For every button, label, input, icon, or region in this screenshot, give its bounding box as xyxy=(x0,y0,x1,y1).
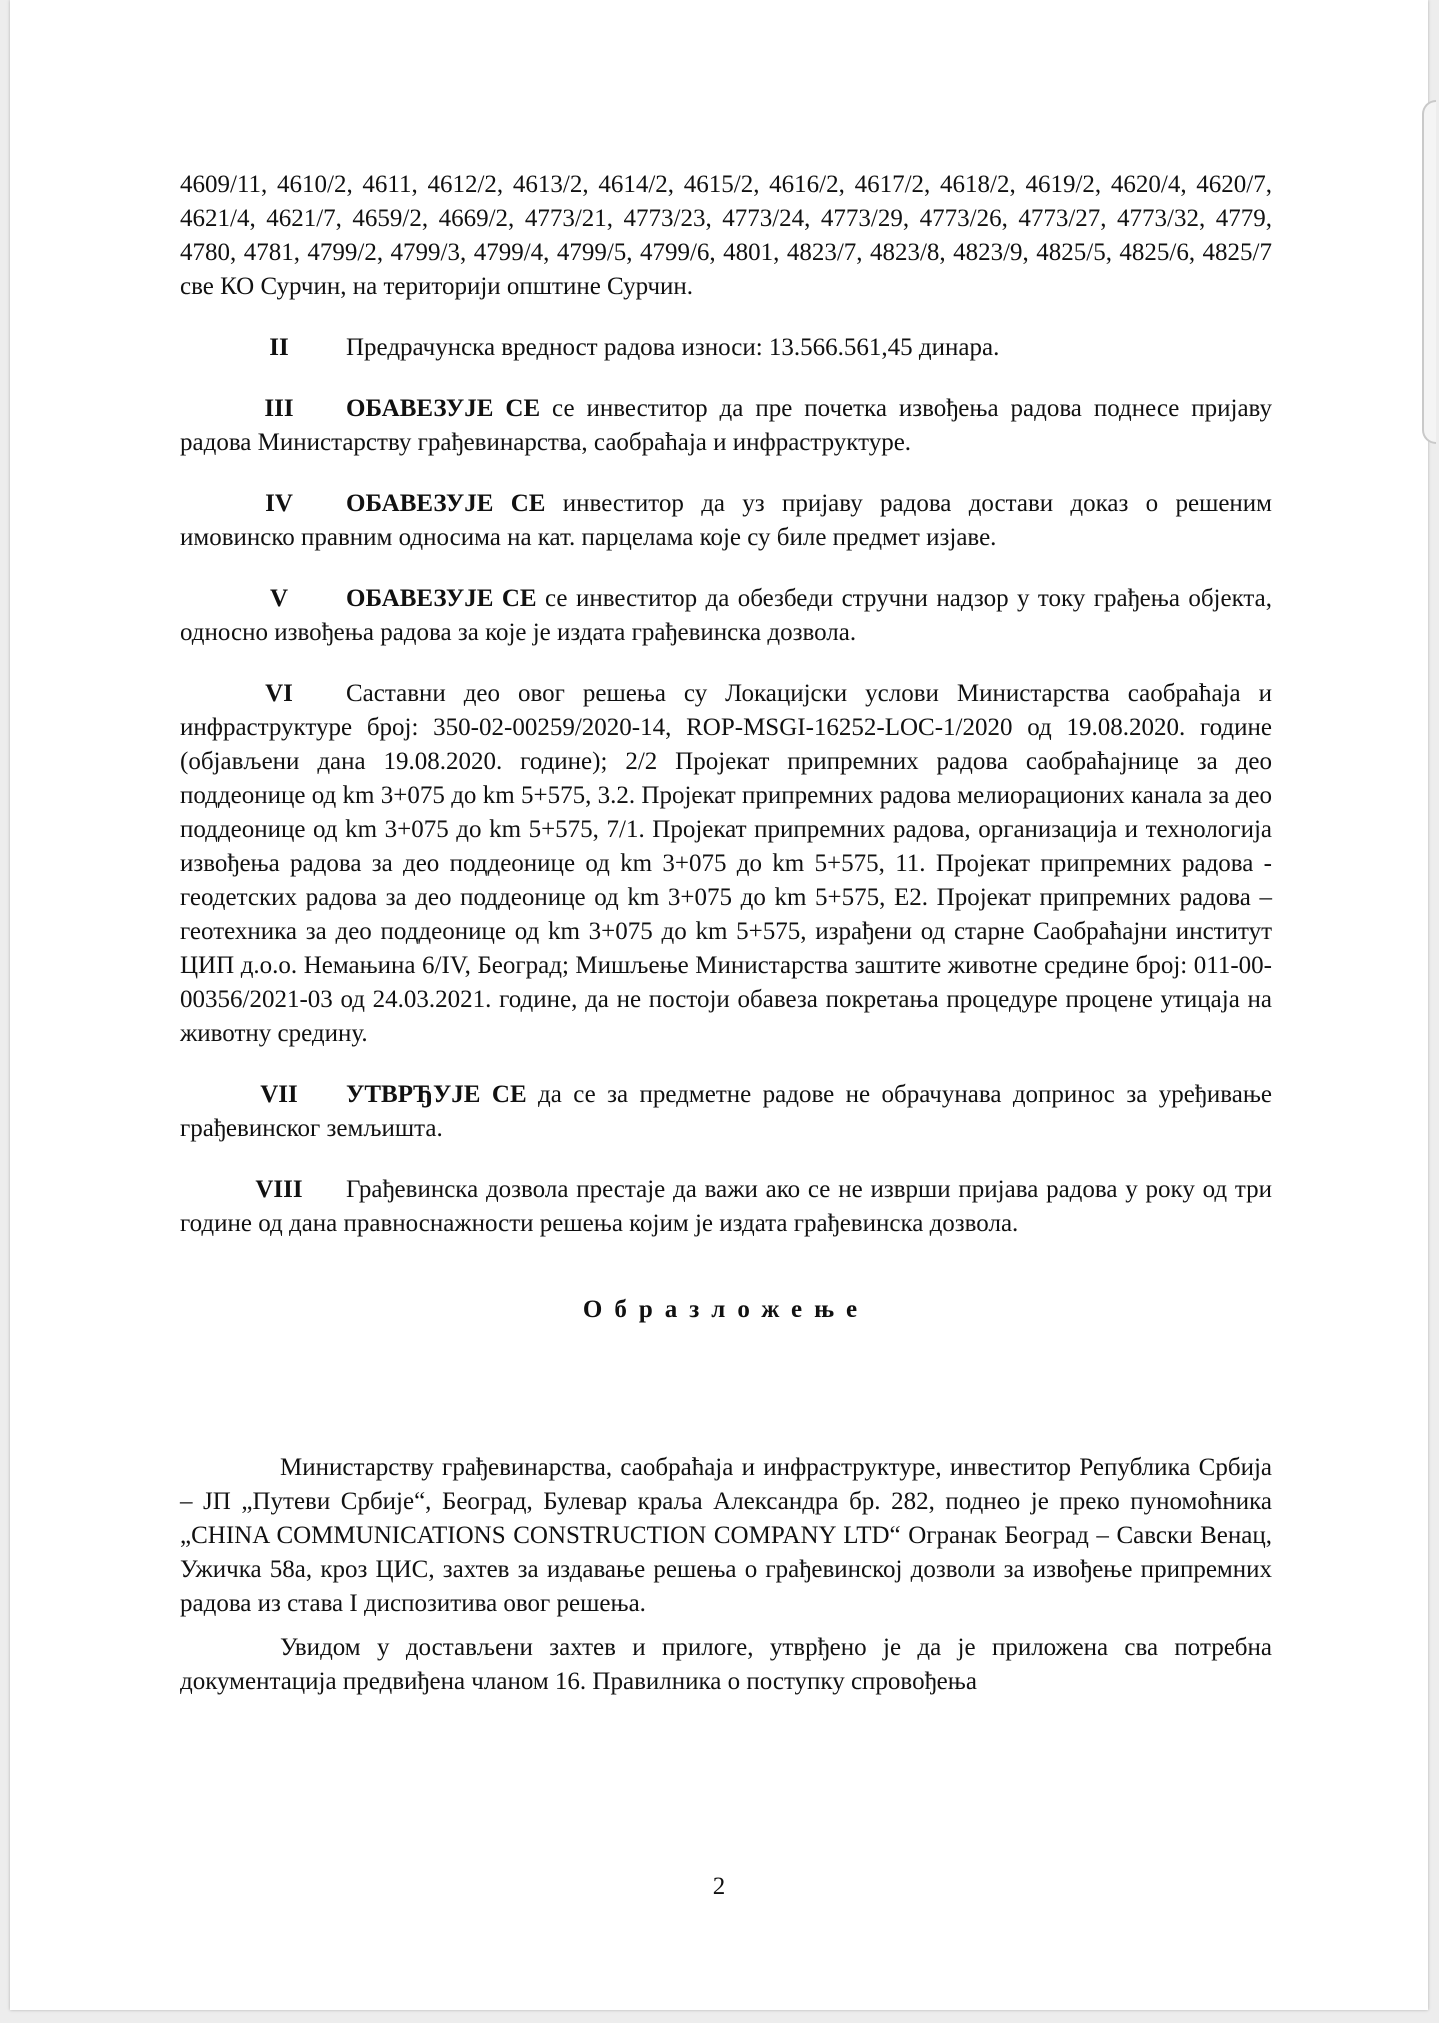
item-number: III xyxy=(264,395,294,422)
item-number: II xyxy=(269,334,289,361)
document-content xyxy=(180,168,1272,1709)
item-number: VIII xyxy=(255,1176,303,1203)
item-ii xyxy=(180,331,1272,365)
item-text: инвеститор да уз пријаву радова достави доказ о решеним имовинско правним односима на кат. парцелама које су биле предмет изјаве. xyxy=(180,490,1273,551)
item-keyword: УТВРЂУЈЕ СЕ xyxy=(346,1081,527,1108)
item-number: VII xyxy=(260,1081,298,1108)
body-paragraph: Увидом у достављени захтев и прилоге, утврђено је да је приложена сва потребна документација предвиђена чланом 16. Правилника о поступку спровођења xyxy=(180,1634,1272,1695)
item-vi xyxy=(180,677,1272,1051)
item-number: IV xyxy=(265,490,293,517)
item-keyword: ОБАВЕЗУЈЕ СЕ xyxy=(346,490,546,517)
item-keyword: ОБАВЕЗУЈЕ СЕ xyxy=(346,585,537,612)
paragraph-continuation: 4609/11, 4610/2, 4611, 4612/2, 4613/2, 4614/2, 4615/2, 4616/2, 4617/2, 4618/2, 4619/2, 4620/4, 4620/7, 4621/4, 4621/7, 4659/2, 4669/2, 4773/21, 4773/23, 4773/24, 4773/29, 4773/26, 4773/27, 4773/32, 4779, 4780, 4781, 4799/2, 4799/3, 4799/4, 4799/5, 4799/6, 4801, 4823/7, 4823/8, 4823/9, 4825/5, 4825/6, 4825/7 све КО Сурчин, на територији општине Сурчин. xyxy=(180,171,1272,300)
item-text: Саставни део овог решења су Локацијски услови Министарства саобраћаја и инфраструктуре број: 350-02-00259/2020-14, ROP-MSGI-16252-LOC-1/2020 од 19.08.2020. године (објављени дана 19.08.2020. године); 2/2 Пројекат припремних радова саобраћајнице за део поддеонице од km 3+075 до km 5+575, 3.2. Пројекат припремних радова мелиорационих канала за део поддеонице од km 3+075 до km 5+575, 7/1. Пројекат припремних радова, организација и технологија извођења радова за део поддеонице од km 3+075 до km 5+575, 11. Пројекат припремних радова - геодетских радова за део поддеонице од km 3+075 до km 5+575, Е2. Пројекат припремних радова – геотехника за део поддеонице од km 3+075 до km 5+575, израђени од старне Саобраћајни институт ЦИП д.о.о. Немањина 6/IV, Београд; Мишљење Министарства заштите животне средине број: 011-00-00356/2021-03 од 24.03.2021. године, да не постоји обавеза покретања процедуре процене утицаја на животну средину. xyxy=(180,680,1272,1047)
section-heading: Образложење xyxy=(582,1296,870,1323)
item-text: се инвеститор да обезбеди стручни надзор у току грађења објекта, односно извођења радова за које је издата грађевинска дозвола. xyxy=(180,585,1272,646)
item-iv xyxy=(180,487,1272,555)
item-iii xyxy=(180,392,1272,460)
body-paragraph: Министарству грађевинарства, саобраћаја и инфраструктуре, инвеститор Република Србија – ЈП „Путеви Србије“, Београд, Булевар краља Александра бр. 282, поднео је преко пуномоћника „CHINA COMMUNICATIONS CONSTRUCTION COMPANY LTD“ Огранак Београд – Савски Венац, Ужичка 58а, кроз ЦИС, захтев за издавање решења о грађевинској дозволи за извођење припремних радова из става I диспозитива овог решења. xyxy=(180,1454,1272,1617)
item-text: Предрачунска вредност радова износи: 13.566.561,45 динара. xyxy=(346,334,1000,361)
item-text: се инвеститор да пре почетка извођења радова поднесе пријаву радова Министарству грађевинарства, саобраћаја и инфраструктуре. xyxy=(180,395,1272,456)
document-page xyxy=(10,0,1428,2010)
item-viii xyxy=(180,1173,1272,1241)
item-keyword: ОБАВЕЗУЈЕ СЕ xyxy=(346,395,541,422)
item-number: VI xyxy=(265,680,293,707)
scroll-handle[interactable] xyxy=(1422,100,1436,444)
item-number: V xyxy=(269,585,289,612)
item-text: Грађевинска дозвола престаје да важи ако се не изврши пријава радова у року од три године од дана правноснажности решења којим је издата грађевинска дозвола. xyxy=(180,1176,1272,1237)
item-vii xyxy=(180,1078,1272,1146)
item-v xyxy=(180,582,1272,650)
page-number: 2 xyxy=(712,1873,726,1900)
item-text: да се за предметне радове не обрачунава допринос за уређивање грађевинског земљишта. xyxy=(180,1081,1272,1142)
